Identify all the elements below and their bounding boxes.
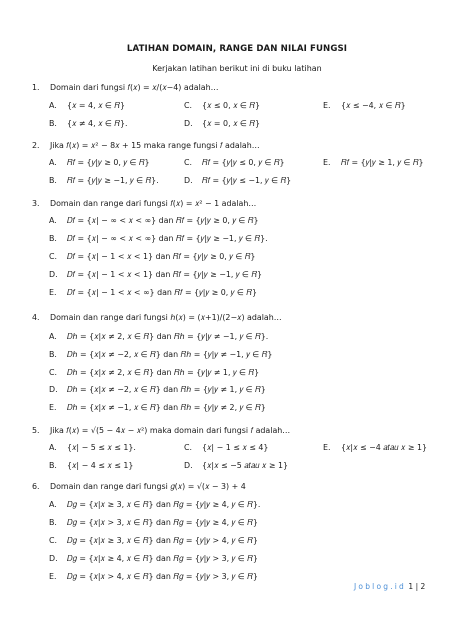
option-label: E. xyxy=(323,101,331,110)
option-text: 𝐷ℎ = {𝑥|𝑥 ≠ −2, 𝑥 ∈ 𝑅} dan 𝑅ℎ = {𝑦|𝑦 ≠ −1, 𝑦 ∈ 𝑅} xyxy=(67,350,273,359)
option-label: C. xyxy=(49,252,58,261)
option-label: A. xyxy=(49,443,57,452)
option-label: D. xyxy=(184,119,193,128)
option-text: {𝑥|𝑥 ≤ −5 𝑎𝑡𝑎𝑢 𝑥 ≥ 1} xyxy=(202,461,288,470)
option-b[interactable] xyxy=(49,175,159,187)
question-text: Domain dan range dari fungsi 𝑔(𝑥) = √(𝑥 − 3) + 4 xyxy=(50,482,246,491)
option-d[interactable] xyxy=(184,175,291,187)
option-label: D. xyxy=(184,176,193,185)
option-label: A. xyxy=(49,216,57,225)
option-text: 𝐷ℎ = {𝑥|𝑥 ≠ 2, 𝑥 ∈ 𝑅} dan 𝑅ℎ = {𝑦|𝑦 ≠ 1, 𝑦 ∈ 𝑅} xyxy=(67,368,260,377)
question-text: Domain dan range dari fungsi ℎ(𝑥) = (𝑥+1)/(2−𝑥) adalah… xyxy=(50,313,282,322)
option-text: {𝑥 ≤ −4, 𝑥 ∈ 𝑅} xyxy=(341,101,406,110)
option-text: 𝐷ℎ = {𝑥|𝑥 ≠ 2, 𝑥 ∈ 𝑅} dan 𝑅ℎ = {𝑦|𝑦 ≠ −1, 𝑦 ∈ 𝑅}. xyxy=(67,332,269,341)
option-text: 𝐷𝑔 = {𝑥|𝑥 ≥ 4, 𝑥 ∈ 𝑅} dan 𝑅𝑔 = {𝑦|𝑦 > 3, 𝑦 ∈ 𝑅} xyxy=(67,554,258,563)
option-e[interactable] xyxy=(323,100,406,112)
instruction-text: Kerjakan latihan berikut ini di buku latihan xyxy=(152,64,322,73)
option-e[interactable] xyxy=(323,157,424,169)
option-c[interactable] xyxy=(49,535,258,547)
footer-brand: Joblog.id xyxy=(354,582,407,591)
option-d[interactable] xyxy=(49,269,262,281)
option-label: C. xyxy=(184,443,193,452)
option-label: B. xyxy=(49,518,57,527)
option-text: 𝑅𝑓 = {𝑦|𝑦 ≤ 0, 𝑦 ∈ 𝑅} xyxy=(202,158,285,167)
option-c[interactable] xyxy=(184,442,268,454)
option-text: 𝐷𝑔 = {𝑥|𝑥 ≥ 3, 𝑥 ∈ 𝑅} dan 𝑅𝑔 = {𝑦|𝑦 > 4, 𝑦 ∈ 𝑅} xyxy=(67,536,258,545)
option-label: A. xyxy=(49,101,57,110)
question-number: 6. xyxy=(32,482,40,491)
option-text: {𝑥|𝑥 ≤ −4 𝑎𝑡𝑎𝑢 𝑥 ≥ 1} xyxy=(341,443,427,452)
option-label: C. xyxy=(184,101,193,110)
option-text: 𝑅𝑓 = {𝑦|𝑦 ≥ −1, 𝑦 ∈ 𝑅}. xyxy=(67,176,159,185)
option-text: 𝑅𝑓 = {𝑦|𝑦 ≥ 0, 𝑦 ∈ 𝑅} xyxy=(67,158,150,167)
option-text: 𝐷ℎ = {𝑥|𝑥 ≠ −2, 𝑥 ∈ 𝑅} dan 𝑅ℎ = {𝑦|𝑦 ≠ 1, 𝑦 ∈ 𝑅} xyxy=(67,385,266,394)
page-footer xyxy=(354,582,425,591)
option-d[interactable] xyxy=(49,553,258,565)
option-label: B. xyxy=(49,350,57,359)
option-label: E. xyxy=(49,403,57,412)
option-label: D. xyxy=(184,461,193,470)
option-label: C. xyxy=(184,158,193,167)
option-a[interactable] xyxy=(49,100,125,112)
question-number: 1. xyxy=(32,83,40,92)
option-label: E. xyxy=(323,158,331,167)
option-text: {𝑥| − 1 ≤ 𝑥 ≤ 4} xyxy=(202,443,269,452)
option-text: {𝑥 = 0, 𝑥 ∈ 𝑅} xyxy=(202,119,260,128)
question-text: Jika 𝑓(𝑥) = 𝑥² − 8𝑥 + 15 maka range fungsi 𝑓 adalah… xyxy=(50,141,260,150)
question-text: Domain dan range dari fungsi 𝑓(𝑥) = 𝑥² − 1 adalah… xyxy=(50,199,257,208)
option-text: 𝐷𝑓 = {𝑥| − ∞ < 𝑥 < ∞} dan 𝑅𝑓 = {𝑦|𝑦 ≥ 0, 𝑦 ∈ 𝑅} xyxy=(67,216,259,225)
page-title: LATIHAN DOMAIN, RANGE DAN NILAI FUNGSI xyxy=(126,44,348,54)
option-label: C. xyxy=(49,368,58,377)
option-label: E. xyxy=(49,572,57,581)
option-e[interactable] xyxy=(49,402,266,414)
option-a[interactable] xyxy=(49,331,268,343)
option-c[interactable] xyxy=(49,367,259,379)
option-label: D. xyxy=(49,270,58,279)
option-label: B. xyxy=(49,461,57,470)
option-text: {𝑥| − 4 ≤ 𝑥 ≤ 1} xyxy=(67,461,134,470)
question-number: 3. xyxy=(32,199,40,208)
option-d[interactable] xyxy=(184,460,288,472)
option-label: B. xyxy=(49,119,57,128)
option-b[interactable] xyxy=(49,233,268,245)
option-text: 𝐷ℎ = {𝑥|𝑥 ≠ −1, 𝑥 ∈ 𝑅} dan 𝑅ℎ = {𝑦|𝑦 ≠ 2, 𝑦 ∈ 𝑅} xyxy=(67,403,266,412)
option-text: 𝐷𝑓 = {𝑥| − 1 < 𝑥 < ∞} dan 𝑅𝑓 = {𝑦|𝑦 ≥ 0, 𝑦 ∈ 𝑅} xyxy=(67,288,257,297)
option-e[interactable] xyxy=(49,571,258,583)
option-b[interactable] xyxy=(49,349,272,361)
page-number: 1 | 2 xyxy=(408,582,426,591)
option-a[interactable] xyxy=(49,157,150,169)
option-text: 𝑅𝑓 = {𝑦|𝑦 ≤ −1, 𝑦 ∈ 𝑅} xyxy=(202,176,292,185)
option-a[interactable] xyxy=(49,442,136,454)
option-b[interactable] xyxy=(49,118,128,130)
option-label: B. xyxy=(49,176,57,185)
option-text: {𝑥 ≤ 0, 𝑥 ∈ 𝑅} xyxy=(202,101,260,110)
option-text: 𝐷𝑓 = {𝑥| − 1 < 𝑥 < 1} dan 𝑅𝑓 = {𝑦|𝑦 ≥ −1, 𝑦 ∈ 𝑅} xyxy=(67,270,263,279)
option-label: A. xyxy=(49,332,57,341)
question-text: Jika 𝑓(𝑥) = √(5 − 4𝑥 − 𝑥²) maka domain dari fungsi 𝑓 adalah… xyxy=(50,426,291,435)
option-b[interactable] xyxy=(49,460,133,472)
option-c[interactable] xyxy=(184,100,260,112)
option-label: A. xyxy=(49,500,57,509)
option-label: D. xyxy=(49,554,58,563)
option-text: {𝑥 ≠ 4, 𝑥 ∈ 𝑅}. xyxy=(67,119,128,128)
option-text: {𝑥 = 4, 𝑥 ∈ 𝑅} xyxy=(67,101,125,110)
question-number: 5. xyxy=(32,426,40,435)
option-d[interactable] xyxy=(184,118,260,130)
option-d[interactable] xyxy=(49,384,266,396)
option-text: 𝐷𝑓 = {𝑥| − 1 < 𝑥 < 1} dan 𝑅𝑓 = {𝑦|𝑦 ≥ 0, 𝑦 ∈ 𝑅} xyxy=(67,252,256,261)
option-label: E. xyxy=(323,443,331,452)
option-c[interactable] xyxy=(184,157,285,169)
option-text: 𝐷𝑔 = {𝑥|𝑥 ≥ 3, 𝑥 ∈ 𝑅} dan 𝑅𝑔 = {𝑦|𝑦 ≥ 4, 𝑦 ∈ 𝑅}. xyxy=(67,500,261,509)
option-text: 𝐷𝑓 = {𝑥| − ∞ < 𝑥 < ∞} dan 𝑅𝑓 = {𝑦|𝑦 ≥ −1, 𝑦 ∈ 𝑅}. xyxy=(67,234,268,243)
option-b[interactable] xyxy=(49,517,258,529)
option-c[interactable] xyxy=(49,251,255,263)
option-e[interactable] xyxy=(323,442,427,454)
question-number: 4. xyxy=(32,313,40,322)
option-a[interactable] xyxy=(49,499,260,511)
option-label: E. xyxy=(49,288,57,297)
option-label: B. xyxy=(49,234,57,243)
option-text: 𝐷𝑔 = {𝑥|𝑥 > 4, 𝑥 ∈ 𝑅} dan 𝑅𝑔 = {𝑦|𝑦 > 3, 𝑦 ∈ 𝑅} xyxy=(67,572,258,581)
option-label: D. xyxy=(49,385,58,394)
question-number: 2. xyxy=(32,141,40,150)
option-label: A. xyxy=(49,158,57,167)
option-text: 𝑅𝑓 = {𝑦|𝑦 ≥ 1, 𝑦 ∈ 𝑅} xyxy=(341,158,424,167)
option-label: C. xyxy=(49,536,58,545)
option-text: {𝑥| − 5 ≤ 𝑥 ≤ 1}. xyxy=(67,443,136,452)
question-text: Domain dari fungsi 𝑓(𝑥) = 𝑥/(𝑥−4) adalah… xyxy=(50,83,219,92)
option-e[interactable] xyxy=(49,287,257,299)
option-a[interactable] xyxy=(49,215,259,227)
option-text: 𝐷𝑔 = {𝑥|𝑥 > 3, 𝑥 ∈ 𝑅} dan 𝑅𝑔 = {𝑦|𝑦 ≥ 4, 𝑦 ∈ 𝑅} xyxy=(67,518,258,527)
